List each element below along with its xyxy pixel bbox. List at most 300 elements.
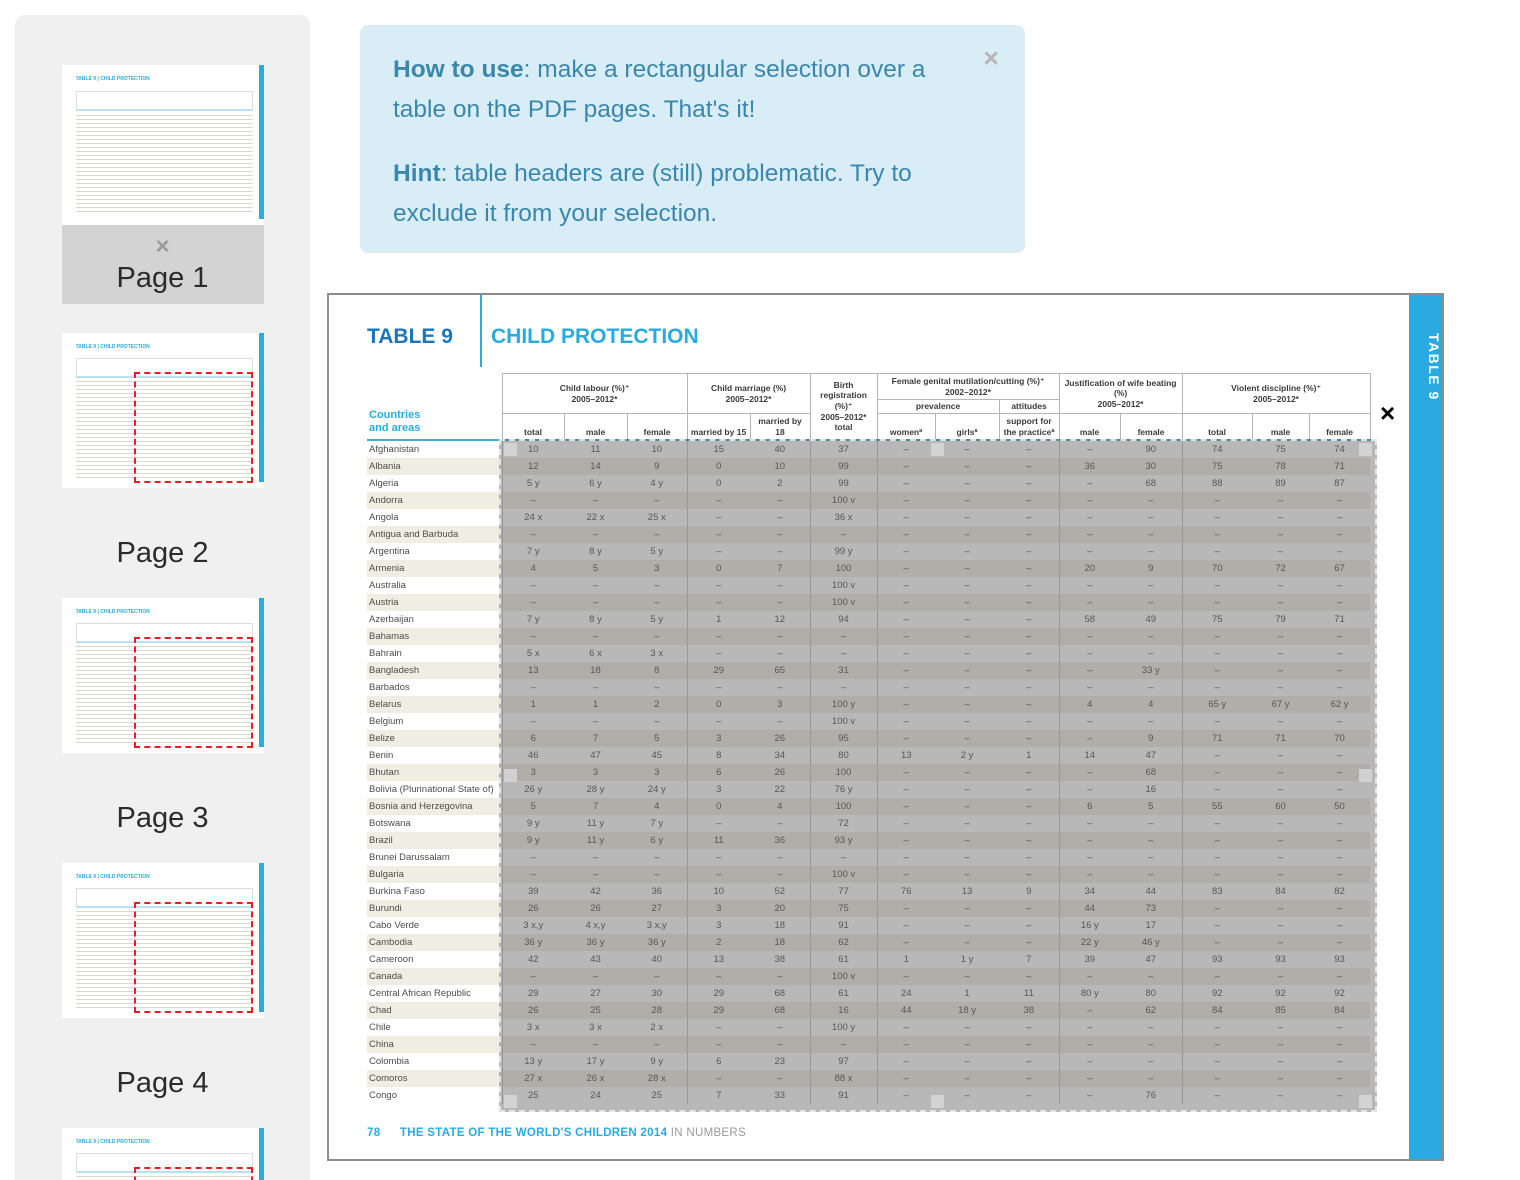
data-cell: 13 <box>877 747 935 764</box>
data-cell: 5 <box>654 732 660 744</box>
data-cell: 8 y <box>589 613 602 625</box>
data-cell: – <box>1336 868 1343 880</box>
data-cell: – <box>1059 832 1120 849</box>
pdf-page-view[interactable] <box>327 293 1444 1161</box>
data-cell: – <box>810 526 877 543</box>
data-cell: 68 <box>1145 766 1157 778</box>
data-cell: 100 <box>810 560 877 577</box>
country-name-cell: Belarus <box>369 698 402 710</box>
data-cell: – <box>877 713 935 730</box>
country-name-cell: Benin <box>369 749 394 761</box>
data-cell: – <box>687 492 750 509</box>
data-cell: – <box>654 681 660 693</box>
data-cell: – <box>502 968 564 985</box>
data-cell: 16 <box>810 1002 877 1019</box>
data-cell: – <box>1277 1055 1284 1067</box>
data-cell: 72 <box>810 815 877 832</box>
data-cell: 93 <box>1275 953 1286 965</box>
data-cell: 9 y <box>650 1055 664 1067</box>
data-cell: – <box>654 579 660 591</box>
data-cell: – <box>877 611 935 628</box>
data-cell: – <box>1182 849 1252 866</box>
data-cell: 71 <box>1182 730 1252 747</box>
data-cell: 99 y <box>810 543 877 560</box>
data-cell: – <box>1026 800 1032 812</box>
data-cell: – <box>777 851 783 863</box>
data-cell: – <box>592 868 599 880</box>
data-cell: 5 y <box>650 545 664 557</box>
country-name-cell: Afghanistan <box>369 443 420 455</box>
data-cell: – <box>1026 579 1032 591</box>
data-cell: 11 <box>590 443 601 455</box>
thumbnail-title-text: TABLE 9 | CHILD PROTECTION <box>75 608 150 615</box>
data-cell: – <box>654 970 660 982</box>
data-cell: – <box>1277 630 1284 642</box>
data-cell: 1 <box>964 987 970 999</box>
data-cell: – <box>964 1089 970 1101</box>
column-header: male <box>1252 414 1309 440</box>
page-thumbnail[interactable] <box>62 1128 264 1180</box>
data-cell: 11 <box>1023 987 1034 999</box>
data-cell: 26 <box>590 902 601 914</box>
data-cell: 44 <box>1059 900 1120 917</box>
selection-delete-icon[interactable]: × <box>1380 398 1396 428</box>
data-cell: – <box>877 543 935 560</box>
data-cell: 82 <box>1334 885 1345 897</box>
page-delete-box <box>62 225 264 304</box>
data-cell: 2 y <box>960 749 974 761</box>
page-delete-icon[interactable]: × <box>155 232 170 260</box>
data-cell: 100 v <box>810 594 877 611</box>
data-cell: 18 y <box>958 1004 977 1016</box>
page-thumbnail[interactable] <box>62 598 264 753</box>
data-cell: 26 x <box>586 1072 605 1084</box>
data-cell: – <box>1182 934 1252 951</box>
data-cell: 5 <box>1148 800 1154 812</box>
data-cell: – <box>1026 1038 1032 1050</box>
data-cell: 1 <box>1026 749 1032 761</box>
data-cell: – <box>1059 968 1120 985</box>
country-name-cell: Cambodia <box>369 936 413 948</box>
thumbnail-title-text: TABLE 9 | CHILD PROTECTION <box>75 873 150 880</box>
data-cell: – <box>1059 594 1120 611</box>
data-cell: – <box>877 679 935 696</box>
data-cell: – <box>877 1087 935 1104</box>
data-cell: – <box>1148 1021 1154 1033</box>
data-cell: 61 <box>810 985 877 1002</box>
page-label: Page 1 <box>116 261 209 294</box>
data-cell: 16 <box>1145 783 1157 795</box>
data-cell: – <box>1026 562 1032 574</box>
data-cell: 17 y <box>586 1055 605 1067</box>
data-cell: 91 <box>810 917 877 934</box>
column-group-header: Child labour (%)⁺ 2005–2012* <box>502 374 687 414</box>
data-cell: 5 y <box>502 475 564 492</box>
data-cell: – <box>964 732 970 744</box>
data-cell: – <box>654 528 660 540</box>
data-cell: – <box>502 526 564 543</box>
data-cell: 25 <box>502 1087 564 1104</box>
data-cell: 43 <box>590 953 601 965</box>
data-cell: – <box>964 936 970 948</box>
data-cell: 68 <box>774 987 786 999</box>
country-name-cell: Andorra <box>369 494 403 506</box>
data-cell: – <box>654 596 660 608</box>
table-selection-overlay[interactable] <box>499 439 1377 1112</box>
country-name-cell: Bahrain <box>369 647 402 659</box>
data-cell: – <box>687 628 750 645</box>
country-name-cell: Burkina Faso <box>369 885 425 897</box>
data-cell: 11 <box>687 832 750 849</box>
data-cell: – <box>877 900 935 917</box>
data-cell: 1 <box>592 698 599 710</box>
data-cell: 7 <box>592 732 599 744</box>
page-label: Page 4 <box>116 1067 209 1099</box>
data-cell: – <box>1336 970 1343 982</box>
country-name-cell: Argentina <box>369 545 410 557</box>
data-cell: 39 <box>1059 951 1120 968</box>
data-cell: 70 <box>1182 560 1252 577</box>
thumbnail-selection-rect <box>134 902 253 1014</box>
data-cell: – <box>687 1019 750 1036</box>
data-cell: – <box>1148 579 1154 591</box>
country-name-cell: Bosnia and Herzegovina <box>369 800 473 812</box>
data-cell: – <box>1336 902 1343 914</box>
data-cell: 28 y <box>586 783 605 795</box>
data-cell: 3 x,y <box>646 919 667 931</box>
data-cell: 4 x,y <box>585 919 606 931</box>
data-cell: – <box>877 645 935 662</box>
data-cell: – <box>1026 1089 1032 1101</box>
data-cell: 100 y <box>810 1019 877 1036</box>
data-cell: 18 <box>590 664 601 676</box>
data-cell: – <box>1059 679 1120 696</box>
data-cell: – <box>1059 662 1120 679</box>
data-cell: 9 <box>1148 732 1154 744</box>
data-cell: 13 <box>961 885 973 897</box>
data-cell: – <box>877 560 935 577</box>
country-name-cell: Azerbaijan <box>369 613 414 625</box>
data-cell: – <box>964 1072 970 1084</box>
data-cell: – <box>1336 936 1343 948</box>
data-cell: 26 <box>502 900 564 917</box>
column-subgroup-header: prevalence <box>877 400 999 414</box>
data-cell: – <box>1059 509 1120 526</box>
data-cell: 76 y <box>810 781 877 798</box>
page-thumbnail[interactable] <box>62 333 264 488</box>
data-cell: – <box>1026 494 1032 506</box>
data-cell: – <box>1277 545 1284 557</box>
data-cell: 24 x <box>502 509 564 526</box>
title-divider <box>480 295 482 367</box>
data-cell: – <box>1277 868 1284 880</box>
data-cell: 26 <box>774 732 786 744</box>
data-cell: – <box>592 1038 599 1050</box>
data-cell: – <box>502 679 564 696</box>
country-name-cell: Austria <box>369 596 399 608</box>
column-group-header: Female genital mutilation/cutting (%)⁺ 2002–2012* <box>877 374 1059 400</box>
data-cell: – <box>777 596 783 608</box>
data-cell: – <box>1336 851 1343 863</box>
data-cell: 62 <box>1145 1004 1157 1016</box>
data-cell: – <box>1059 492 1120 509</box>
data-cell: 47 <box>1145 749 1157 761</box>
data-cell: – <box>964 970 970 982</box>
data-cell: 1 <box>687 611 750 628</box>
data-cell: – <box>1026 851 1032 863</box>
data-cell: 47 <box>1145 953 1157 965</box>
data-cell: – <box>1148 1055 1154 1067</box>
data-cell: 75 <box>810 900 877 917</box>
data-cell: 8 <box>654 664 660 676</box>
data-cell: – <box>1182 764 1252 781</box>
data-cell: – <box>1148 834 1154 846</box>
data-cell: 99 <box>810 475 877 492</box>
data-cell: – <box>964 1055 970 1067</box>
data-cell: – <box>654 868 660 880</box>
column-header: female <box>627 414 687 440</box>
sidebar-page-2 <box>62 333 264 571</box>
data-cell: 24 <box>590 1089 601 1101</box>
column-subgroup-header: attitudes <box>999 400 1059 414</box>
data-cell: – <box>502 594 564 611</box>
data-cell: – <box>1182 1019 1252 1036</box>
data-cell: – <box>1277 1089 1284 1101</box>
resize-handle-top-middle[interactable] <box>931 443 944 456</box>
data-cell: – <box>964 681 970 693</box>
data-cell: – <box>1182 1053 1252 1070</box>
data-cell: 70 <box>1334 732 1345 744</box>
data-cell: – <box>1148 630 1154 642</box>
page-thumbnail[interactable] <box>62 863 264 1018</box>
data-cell: 16 y <box>1059 917 1120 934</box>
data-cell: 6 <box>1059 798 1120 815</box>
data-cell: – <box>777 970 783 982</box>
resize-handle-bottom-middle[interactable] <box>931 1095 944 1108</box>
data-cell: – <box>1336 1021 1343 1033</box>
data-cell: 44 <box>1145 885 1157 897</box>
data-cell: – <box>1148 970 1154 982</box>
data-cell: 29 <box>687 662 750 679</box>
data-cell: 7 y <box>502 543 564 560</box>
data-cell: 26 <box>502 1002 564 1019</box>
data-cell: – <box>1277 494 1284 506</box>
data-cell: – <box>877 475 935 492</box>
data-cell: 62 y <box>1330 698 1349 710</box>
data-cell: – <box>687 509 750 526</box>
data-cell: – <box>1277 834 1284 846</box>
data-cell: – <box>877 866 935 883</box>
data-cell: 0 <box>687 458 750 475</box>
data-cell: – <box>777 681 783 693</box>
data-cell: 100 <box>810 764 877 781</box>
data-cell: 3 <box>592 766 599 778</box>
data-cell: – <box>1182 747 1252 764</box>
data-cell: – <box>592 630 599 642</box>
data-cell: – <box>877 440 935 458</box>
data-cell: 76 <box>1145 1089 1157 1101</box>
data-cell: – <box>877 934 935 951</box>
resize-handle-top-left[interactable] <box>504 443 517 456</box>
data-cell: – <box>1059 1002 1120 1019</box>
data-cell: 65 y <box>1182 696 1252 713</box>
data-cell: – <box>964 477 970 489</box>
data-cell: 72 <box>1275 562 1286 574</box>
thumbnail-title-text: TABLE 9 | CHILD PROTECTION <box>75 76 150 83</box>
data-cell: 26 y <box>502 781 564 798</box>
data-cell: 8 y <box>589 545 602 557</box>
data-cell: 68 <box>1145 477 1157 489</box>
thumbnail-title-text: TABLE 9 | CHILD PROTECTION <box>75 343 150 350</box>
data-cell: – <box>777 579 783 591</box>
data-cell: – <box>1026 919 1032 931</box>
data-cell: 25 <box>590 1004 601 1016</box>
resize-handle-top-right[interactable] <box>1359 443 1372 456</box>
data-cell: 24 y <box>647 783 666 795</box>
data-cell: – <box>877 730 935 747</box>
column-header: married by 15 <box>687 414 750 440</box>
data-cell: – <box>1026 511 1032 523</box>
data-cell: 13 <box>502 662 564 679</box>
country-name-cell: Belgium <box>369 715 404 727</box>
data-cell: – <box>1182 577 1252 594</box>
data-cell: 100 <box>810 798 877 815</box>
data-cell: – <box>1059 475 1120 492</box>
data-cell: – <box>877 815 935 832</box>
resize-handle-bottom-left[interactable] <box>504 1095 517 1108</box>
data-cell: 9 <box>654 460 660 472</box>
data-cell: 80 y <box>1059 985 1120 1002</box>
country-name-cell: Algeria <box>369 477 399 489</box>
data-cell: – <box>1148 715 1154 727</box>
data-cell: – <box>502 577 564 594</box>
data-cell: 61 <box>810 951 877 968</box>
data-cell: – <box>964 902 970 914</box>
data-cell: – <box>877 509 935 526</box>
data-cell: 10 <box>687 883 750 900</box>
data-cell: – <box>1148 545 1154 557</box>
data-cell: – <box>877 492 935 509</box>
data-cell: 83 <box>1182 883 1252 900</box>
data-cell: 22 y <box>1059 934 1120 951</box>
pdf-side-tab: TABLE 9 <box>1409 295 1442 1159</box>
sidebar-page-3 <box>62 598 264 836</box>
data-cell: – <box>1277 596 1284 608</box>
data-cell: – <box>964 817 970 829</box>
data-cell: – <box>1148 1038 1154 1050</box>
data-cell: 25 <box>651 1089 663 1101</box>
data-cell: – <box>1336 1055 1343 1067</box>
data-cell: 7 y <box>502 611 564 628</box>
thumbnail-title-text: TABLE 9 | CHILD PROTECTION <box>75 1138 150 1145</box>
data-cell: 14 <box>1059 747 1120 764</box>
data-cell: 30 <box>651 987 663 999</box>
resize-handle-middle-right[interactable] <box>1359 769 1372 782</box>
data-cell: 3 x <box>502 1019 564 1036</box>
data-cell: – <box>877 458 935 475</box>
data-cell: – <box>1148 868 1154 880</box>
data-cell: 100 v <box>810 968 877 985</box>
resize-handle-middle-left[interactable] <box>504 769 517 782</box>
data-cell: – <box>1336 783 1343 795</box>
data-cell: – <box>1026 732 1032 744</box>
resize-handle-bottom-right[interactable] <box>1359 1095 1372 1108</box>
data-cell: 4 <box>1148 698 1154 710</box>
column-group-header: Violent discipline (%)⁺ 2005–2012* <box>1182 374 1370 414</box>
data-cell: – <box>1182 968 1252 985</box>
data-cell: 84 <box>1334 1004 1345 1016</box>
data-cell: – <box>877 1053 935 1070</box>
howto-text: : make a rectangular selection over a table on the PDF pages. That's it! <box>393 56 926 123</box>
data-cell: – <box>810 645 877 662</box>
data-cell: 15 <box>687 440 750 458</box>
data-cell: 76 <box>877 883 935 900</box>
data-cell: – <box>1059 1053 1120 1070</box>
sidebar-page-1 <box>62 65 264 304</box>
data-cell: – <box>964 834 970 846</box>
thumbnail-selection-rect <box>134 1167 253 1180</box>
data-cell: – <box>1336 647 1343 659</box>
data-cell: – <box>964 766 970 778</box>
data-cell: – <box>1026 902 1032 914</box>
data-cell: 5 y <box>650 613 664 625</box>
data-cell: 3 <box>687 730 750 747</box>
data-cell: 9 <box>1026 885 1032 897</box>
data-cell: – <box>1277 1021 1284 1033</box>
data-cell: 89 <box>1275 477 1286 489</box>
data-cell: – <box>1182 679 1252 696</box>
data-cell: 60 <box>1275 800 1286 812</box>
data-cell: 3 <box>687 900 750 917</box>
data-cell: 55 <box>1182 798 1252 815</box>
data-cell: 71 <box>1334 460 1345 472</box>
data-cell: 95 <box>810 730 877 747</box>
hint-paragraph <box>393 154 969 233</box>
country-name-cell: Chile <box>369 1021 391 1033</box>
data-cell: – <box>777 868 783 880</box>
data-cell: 10 <box>502 440 564 458</box>
data-cell: – <box>1026 477 1032 489</box>
sidebar-page-5 <box>62 1128 264 1180</box>
data-cell: – <box>964 1021 970 1033</box>
column-header: female <box>1120 414 1182 440</box>
page-thumbnail[interactable] <box>62 65 264 225</box>
data-cell: – <box>964 528 970 540</box>
data-cell: – <box>877 628 935 645</box>
data-cell: – <box>1059 645 1120 662</box>
data-cell: 93 <box>1182 951 1252 968</box>
data-cell: – <box>1336 630 1343 642</box>
data-cell: – <box>1277 647 1284 659</box>
data-cell: – <box>964 715 970 727</box>
data-cell: 75 <box>1275 443 1286 455</box>
data-cell: – <box>1277 851 1284 863</box>
country-name-cell: Brunei Darussalam <box>369 851 450 863</box>
data-cell: – <box>502 849 564 866</box>
data-cell: – <box>1059 713 1120 730</box>
data-cell: – <box>1148 494 1154 506</box>
data-cell: 88 x <box>810 1070 877 1087</box>
infobox-close-icon[interactable]: × <box>983 43 999 73</box>
data-cell: – <box>654 851 660 863</box>
data-cell: 22 <box>774 783 786 795</box>
data-cell: – <box>1059 526 1120 543</box>
country-name-cell: Burundi <box>369 902 402 914</box>
data-cell: – <box>1059 730 1120 747</box>
data-cell: 2 <box>777 477 783 489</box>
data-cell: 3 x,y <box>502 917 564 934</box>
data-cell: 68 <box>774 1004 786 1016</box>
